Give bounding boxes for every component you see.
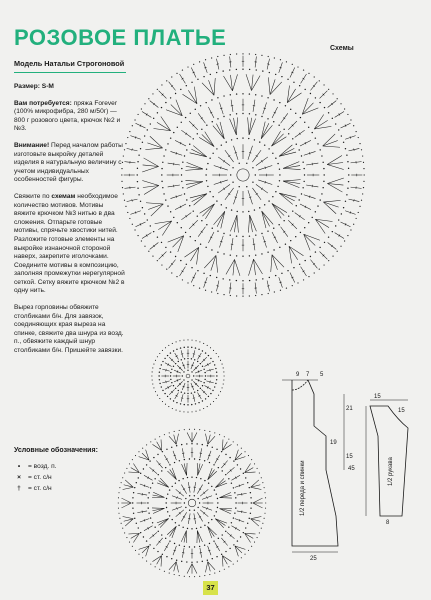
legend-list bbox=[14, 461, 57, 494]
instructions-text: необходимое количество мотивов. Мотивы вяжите крючком №3 нитью в два сложения. Отпарьте готовые мотивы, спрячьте хвостики нитей. Разложите готовые элементы на выкройке изнаночной стороной наверх, закрепите иголочками. Соедините мотивы в композицию, заполняя промежутки нерегулярной сеткой. Сетку вяжите крючком №2 в одну нить. bbox=[14, 192, 125, 295]
attention-text: Перед началом работы изготовьте выкройку деталей изделия в натуральную величину с учетом индивидуальных особенностей фигуры. bbox=[14, 141, 123, 184]
dim-label: 25 bbox=[310, 556, 317, 562]
dim-label: 15 bbox=[374, 394, 381, 400]
dim-label: 7 bbox=[306, 372, 310, 378]
pattern-pieces-diagram bbox=[268, 366, 424, 562]
legend-item bbox=[14, 483, 57, 494]
front-back-label: 1/2 переда и спинки bbox=[300, 460, 306, 516]
dim-label: 15 bbox=[346, 454, 353, 460]
designer-subtitle: Модель Натальи Строгоновой bbox=[14, 59, 125, 68]
subtitle-divider bbox=[14, 72, 126, 73]
schemes-label: Схемы bbox=[330, 45, 354, 52]
dim-label: 5 bbox=[320, 372, 324, 378]
page-title: РОЗОВОЕ ПЛАТЬЕ bbox=[14, 25, 227, 50]
materials-label: Вам потребуется: bbox=[14, 99, 72, 107]
dim-label: 15 bbox=[398, 408, 405, 414]
legend-item-text: = возд. п. bbox=[28, 463, 57, 470]
materials-paragraph bbox=[14, 100, 126, 134]
schemes-word: схемам bbox=[51, 192, 76, 200]
legend-title: Условные обозначения: bbox=[14, 447, 98, 454]
size-label: Размер: bbox=[14, 83, 40, 90]
legend-item-text: = ст. с/н bbox=[28, 485, 52, 492]
dim-label: 45 bbox=[348, 466, 355, 472]
single-crochet-icon: × bbox=[17, 474, 21, 481]
instructions-pre: Свяжите по bbox=[14, 192, 52, 200]
double-crochet-icon: † bbox=[17, 485, 21, 492]
materials-text: пряжа Forever (100% микрофибра, 280 м/50г) — 800 г розового цвета, крючок №2 и №3. bbox=[14, 99, 121, 133]
dim-label: 8 bbox=[386, 520, 390, 526]
dim-label: 21 bbox=[346, 406, 353, 412]
legend-item bbox=[14, 472, 57, 483]
legend-item-text: = ст. с/н bbox=[28, 474, 52, 481]
size-paragraph bbox=[14, 83, 126, 92]
small-motif-diagram bbox=[150, 338, 226, 414]
neckline-paragraph: Вырез горловины обвяжите столбиками б/н. Для завязок, соединяющих края выреза на спинке, свяжите два шнура из возд. п., обвяжите каждый шнур столбиками б/н. Пришейте завязки. bbox=[14, 304, 124, 355]
dim-label: 19 bbox=[330, 440, 337, 446]
medium-motif-diagram bbox=[116, 427, 268, 579]
instructions-paragraph bbox=[14, 193, 126, 296]
neckline-curve bbox=[292, 380, 308, 390]
chain-stitch-icon: • bbox=[17, 463, 21, 470]
dim-label: 9 bbox=[296, 372, 300, 378]
front-back-outline bbox=[292, 380, 338, 546]
instructions-column bbox=[14, 83, 126, 364]
sleeve-label: 1/2 рукава bbox=[388, 457, 394, 486]
size-value: S-M bbox=[41, 83, 54, 90]
attention-paragraph bbox=[14, 142, 126, 185]
attention-label: Внимание! bbox=[14, 141, 50, 149]
legend-item bbox=[14, 461, 57, 472]
large-motif-diagram bbox=[120, 52, 366, 298]
page-number: 37 bbox=[203, 581, 218, 595]
